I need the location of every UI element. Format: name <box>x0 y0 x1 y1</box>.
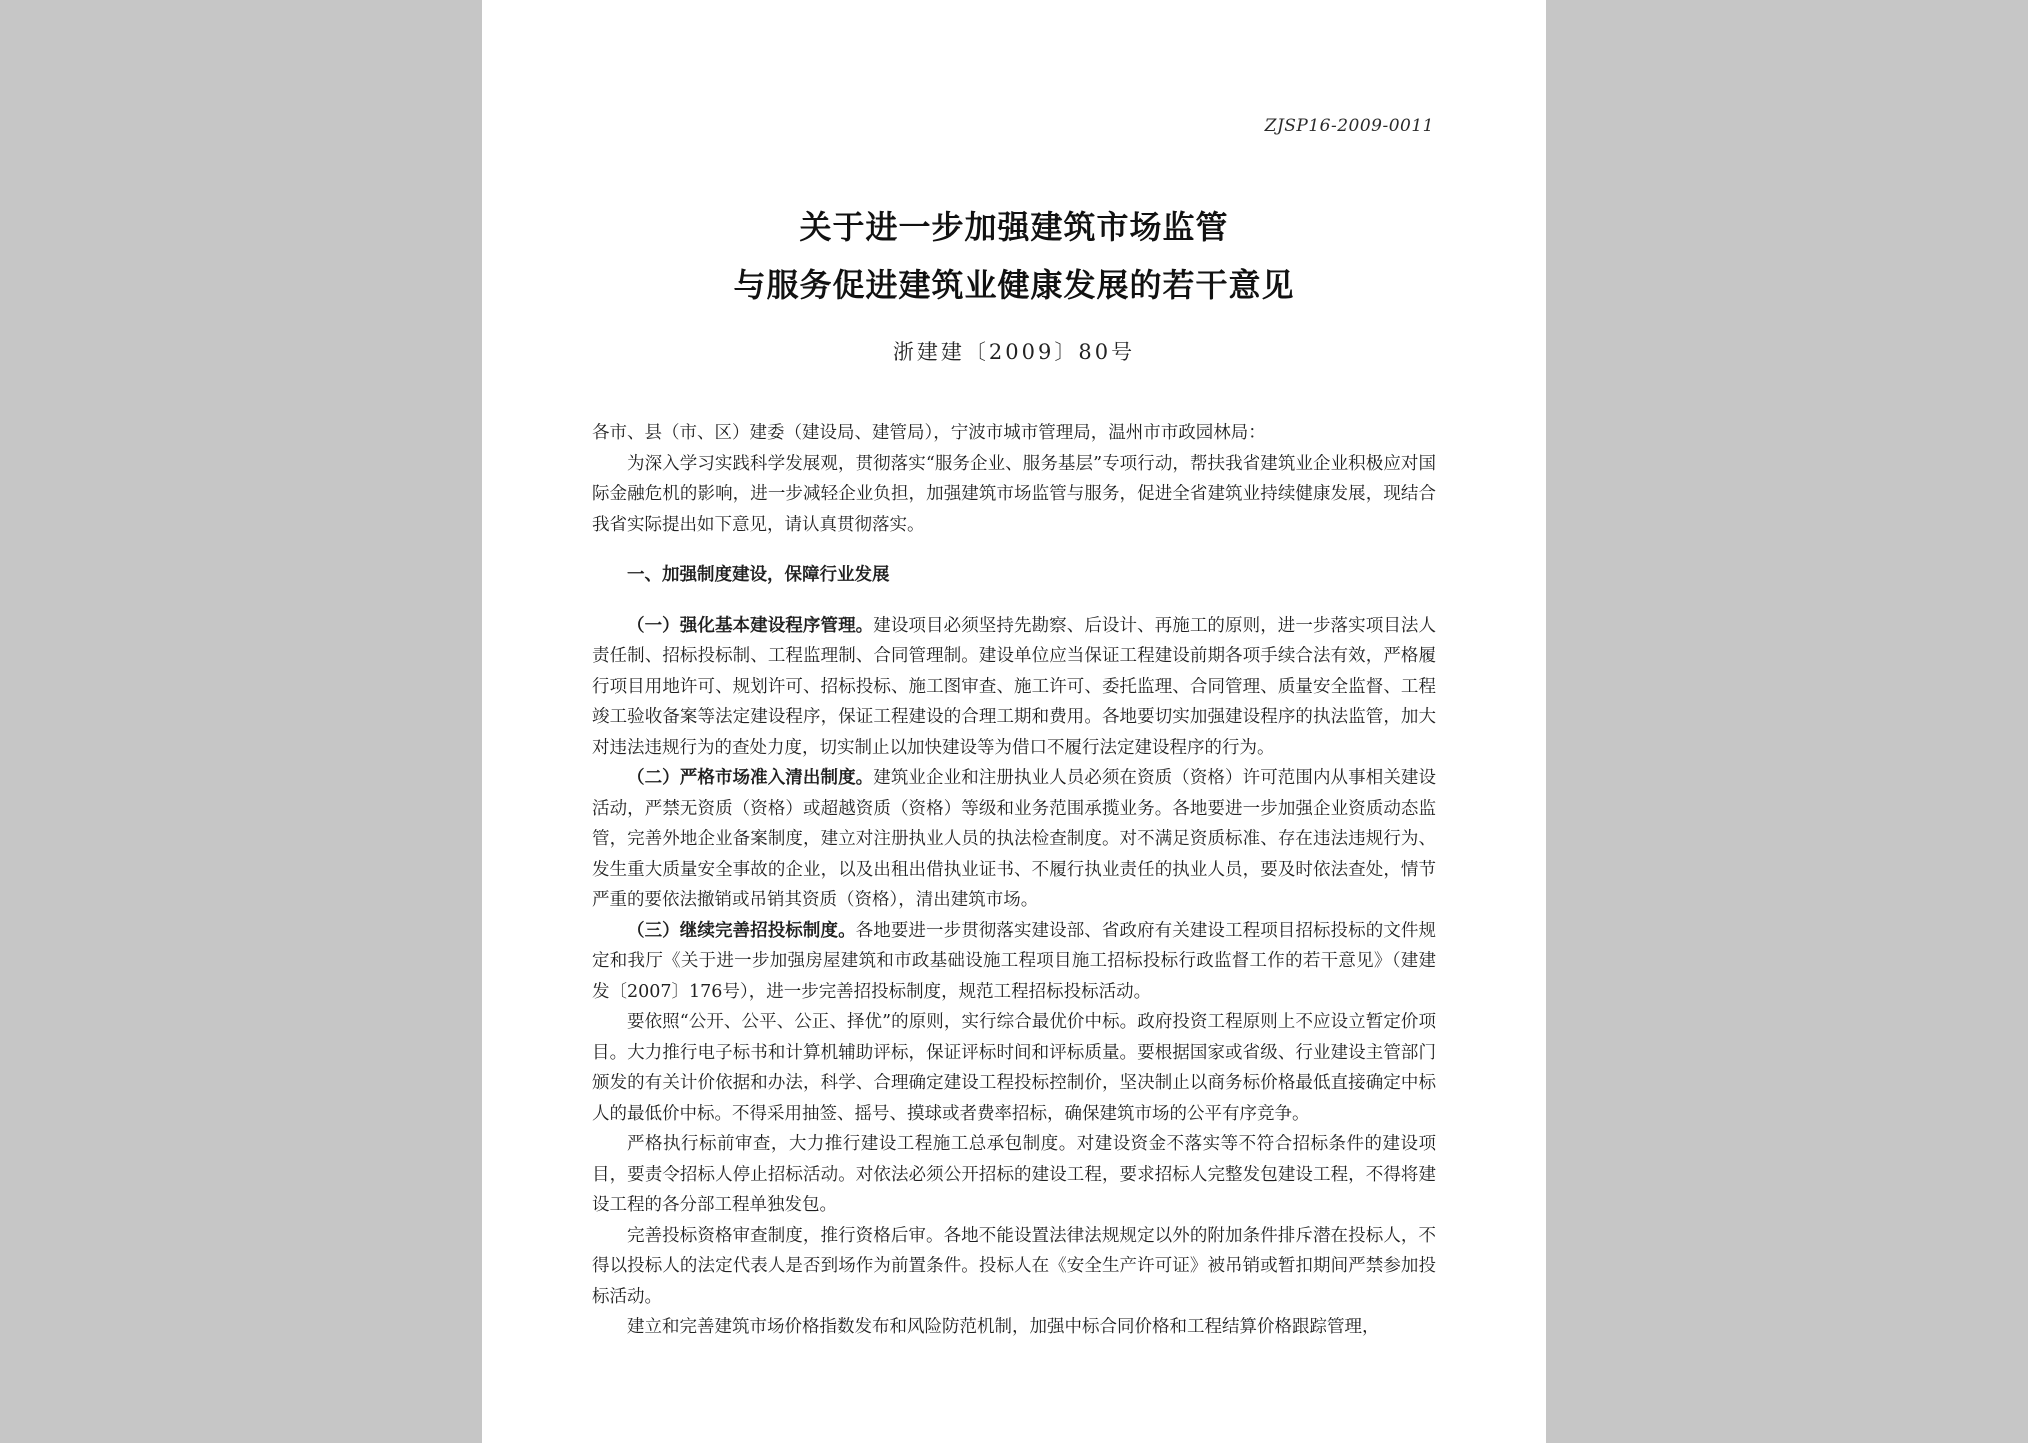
salutation: 各市、县（市、区）建委（建设局、建管局），宁波市城市管理局，温州市市政园林局： <box>592 423 1266 443</box>
item-1-text: 建设项目必须坚持先勘察、后设计、再施工的原则，进一步落实项目法人责任制、招标投标制、工程监理制、合同管理制。建设单位应当保证工程建设前期各项手续合法有效，严格履行项目用地许可、规划许可、招标投标、施工图审查、施工许可、委托监理、合同管理、质量安全监督、工程竣工验收备案等法定建设程序，保证工程建设的合理工期和费用。各地要切实加强建设程序的执法监管，加大对违法违规行为的查处力度，切实制止以加快建设等为借口不履行法定建设程序的行为。 <box>592 615 1437 758</box>
item-1-lead: （一）强化基本建设程序管理。 <box>627 615 874 636</box>
paragraph-6: 完善投标资格审查制度，推行资格后审。各地不能设置法律法规规定以外的附加条件排斥潜在投标人，不得以投标人的法定代表人是否到场作为前置条件。投标人在《安全生产许可证》被吊销或暂扣期间严禁参加投标活动。 <box>592 1225 1436 1307</box>
item-2-text: 建筑业企业和注册执业人员必须在资质（资格）许可范围内从事相关建设活动，严禁无资质（资格）或超越资质（资格）等级和业务范围承揽业务。各地要进一步加强企业资质动态监管，完善外地企业备案制度，建立对注册执业人员的执法检查制度。对不满足资质标准、存在违法违规行为、发生重大质量安全事故的企业，以及出租出借执业证书、不履行执业责任的执业人员，要及时依法查处，情节严重的要依法撤销或吊销其资质（资格），清出建筑市场。 <box>592 768 1437 910</box>
document-title-line-1: 关于进一步加强建筑市场监管 <box>799 208 1229 246</box>
document-title-line-2: 与服务促进建筑业健康发展的若干意见 <box>733 266 1295 304</box>
document-page <box>482 0 1546 1443</box>
document-code: ZJSP16-2009-0011 <box>1264 116 1434 136</box>
item-2-paragraph <box>592 763 1436 916</box>
paragraph-4: 要依照“公开、公平、公正、择优”的原则，实行综合最优价中标。政府投资工程原则上不应设立暂定价项目。大力推行电子标书和计算机辅助评标，保证评标时间和评标质量。要根据国家或省级、行业建设主管部门颁发的有关计价依据和办法，科学、合理确定建设工程投标控制价，坚决制止以商务标价格最低直接确定中标人的最低价中标。不得采用抽签、摇号、摸球或者费率招标，确保建筑市场的公平有序竞争。 <box>592 1012 1436 1124</box>
item-2-lead: （二）严格市场准入清出制度。 <box>627 768 874 788</box>
paragraph-5: 严格执行标前审查，大力推行建设工程施工总承包制度。对建设资金不落实等不符合招标条件的建设项目，要责令招标人停止招标活动。对依法必须公开招标的建设工程，要求招标人完整发包建设工程，不得将建设工程的各分部工程单独发包。 <box>592 1134 1436 1215</box>
paragraph-7: 建立和完善建筑市场价格指数发布和风险防范机制，加强中标合同价格和工程结算价格跟踪管理， <box>627 1317 1380 1337</box>
intro-paragraph: 为深入学习实践科学发展观，贯彻落实“服务企业、服务基层”专项行动，帮扶我省建筑业企业积极应对国际金融危机的影响，进一步减轻企业负担，加强建筑市场监管与服务，促进全省建筑业持续健康发展，现结合我省实际提出如下意见，请认真贯彻落实。 <box>592 453 1436 535</box>
item-1-paragraph <box>592 611 1436 764</box>
document-number: 浙建建〔2009〕80号 <box>892 340 1136 364</box>
item-3-text: 各地要进一步贯彻落实建设部、省政府有关建设工程项目招标投标的文件规定和我厅《关于进一步加强房屋建筑和市政基础设施工程项目施工招标投标行政监督工作的若干意见》（建建发〔2007〕176号），进一步完善招投标制度，规范工程招标投标活动。 <box>592 920 1436 1002</box>
item-3-lead: （三）继续完善招投标制度。 <box>627 920 856 941</box>
item-3-paragraph <box>592 916 1436 1008</box>
section-1-heading: 一、加强制度建设，保障行业发展 <box>627 565 890 585</box>
document-body <box>592 418 1436 1343</box>
